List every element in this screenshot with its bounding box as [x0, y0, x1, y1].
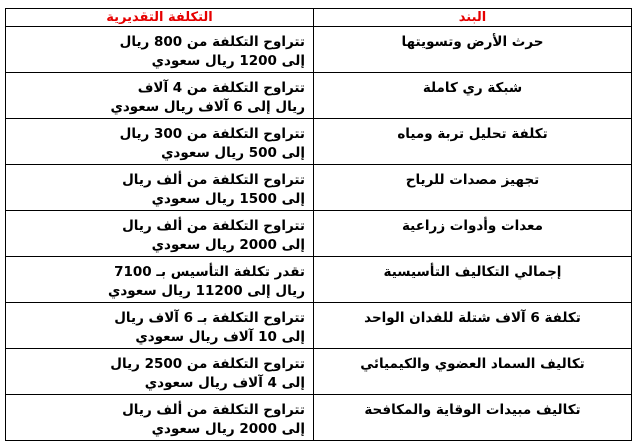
table-row: [6, 119, 632, 165]
cost-cell: تقدر تكلفة التأسيس بـ 7100 ريال إلى 11200 ريال سعودي: [6, 257, 314, 303]
header-item: البند: [314, 9, 632, 27]
item-cell: تجهيز مصدات للرياح: [314, 165, 632, 211]
item-cell: تكاليف مبيدات الوقاية والمكافحة: [314, 395, 632, 441]
cost-cell: تتراوح التكلفة من 4 آلاف ريال إلى 6 آلاف ريال سعودي: [6, 73, 314, 119]
cost-table-container: [5, 8, 631, 441]
cost-cell: تتراوح التكلفة من ألف ريال إلى 2000 ريال سعودي: [6, 395, 314, 441]
cost-table: [5, 8, 632, 441]
item-cell: تكاليف السماد العضوي والكيميائي: [314, 349, 632, 395]
item-cell: حرث الأرض وتسويتها: [314, 27, 632, 73]
cost-cell: تتراوح التكلفة من ألف ريال إلى 2000 ريال سعودي: [6, 211, 314, 257]
cost-cell: تتراوح التكلفة من 800 ريال إلى 1200 ريال سعودي: [6, 27, 314, 73]
item-cell: إجمالي التكاليف التأسيسية: [314, 257, 632, 303]
table-row: [6, 303, 632, 349]
table-row: [6, 349, 632, 395]
header-row: [6, 9, 632, 27]
table-row: [6, 257, 632, 303]
cost-cell: تتراوح التكلفة من 2500 ريال إلى 4 آلاف ريال سعودي: [6, 349, 314, 395]
table-row: [6, 73, 632, 119]
table-row: [6, 395, 632, 441]
table-row: [6, 211, 632, 257]
item-cell: شبكة ري كاملة: [314, 73, 632, 119]
item-cell: تكلفة تحليل تربة ومياه: [314, 119, 632, 165]
table-row: [6, 27, 632, 73]
cost-cell: تتراوح التكلفة من ألف ريال إلى 1500 ريال سعودي: [6, 165, 314, 211]
item-cell: معدات وأدوات زراعية: [314, 211, 632, 257]
cost-cell: تتراوح التكلفة من 300 ريال إلى 500 ريال سعودي: [6, 119, 314, 165]
header-cost: التكلفة التقديرية: [6, 9, 314, 27]
table-row: [6, 165, 632, 211]
item-cell: تكلفة 6 آلاف شتلة للفدان الواحد: [314, 303, 632, 349]
cost-cell: تتراوح التكلفة بـ 6 آلاف ريال إلى 10 آلاف ريال سعودي: [6, 303, 314, 349]
